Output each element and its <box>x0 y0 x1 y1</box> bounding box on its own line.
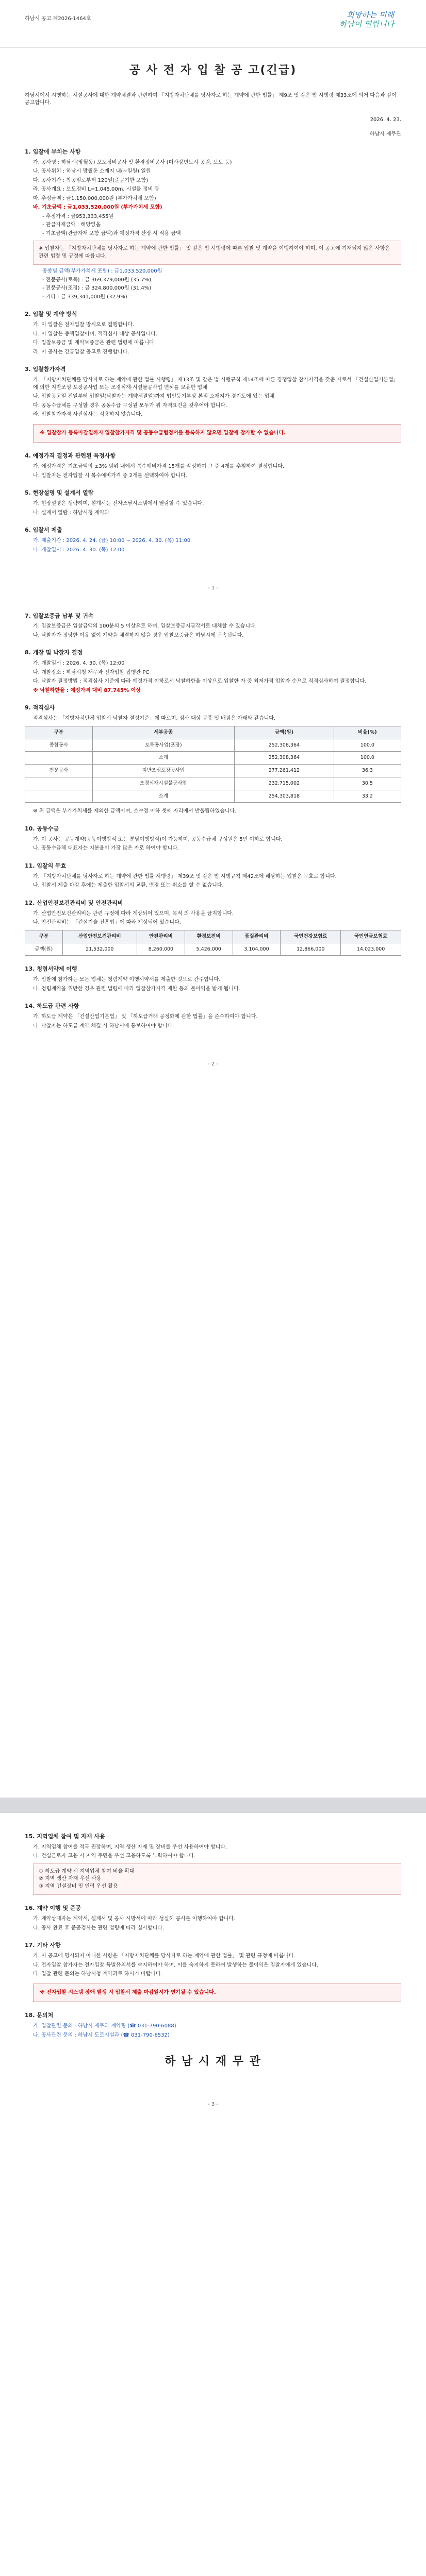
table-header: 국민건강보험료 <box>281 930 341 943</box>
s14-item: 나. 낙찰자는 하도급 계약 체결 시 하남시에 통보하여야 합니다. <box>33 1023 174 1029</box>
s10-item: 나. 공동수급체 대표자는 지분율이 가장 많은 자로 하여야 합니다. <box>33 845 179 852</box>
table-row <box>25 790 401 803</box>
s2-item: 나. 이 입찰은 총액입찰이며, 적격심사 대상 공사입니다. <box>33 331 158 337</box>
s7-item: 나. 낙찰자가 정당한 이유 없이 계약을 체결하지 않을 경우 입찰보증금은 하남시에 귀속됩니다. <box>33 632 244 638</box>
page-number: - 1 - <box>208 585 218 591</box>
s1-item: 다. 공사기간 : 착공일로부터 120일(준공기한 포함) <box>33 177 149 183</box>
s3-item: 가. 「지방자치단체를 당사자로 하는 계약에 관한 법률 시행령」 제13조 및 같은 법 시행규칙 제14조에 따른 경쟁입찰 참가자격을 갖춘 자로서 「건설산업기본법」에 의한 지반조성·포장공사업 또는 조경식재·시설물공사업 면허를 보유한 업체 <box>33 377 399 391</box>
table-header: 환경보전비 <box>185 930 233 943</box>
table-cell: 33.2 <box>334 790 401 803</box>
s17-item: 나. 전자입찰 참가자는 전자입찰 특별유의서를 숙지하여야 하며, 이를 숙지하지 못하여 발생하는 불이익은 입찰자에게 있습니다. <box>33 1962 319 1968</box>
s1-budget: - 기타 : 금 339,341,000원 (32.9%) <box>42 294 127 300</box>
s1-item: 나. 공사위치 : 하남시 망월동 소재지 내(~일원) 일원 <box>33 168 151 175</box>
section-11-title: 11. 입찰의 무효 <box>25 862 67 869</box>
section-15-title: 15. 지역업체 참여 및 자재 사용 <box>25 1833 105 1840</box>
safety-cost-table <box>25 930 401 956</box>
s18-item: 나. 공사관련 문의 : 하남시 도로시설과 (☎ 031-790-6532) <box>33 2032 170 2038</box>
s5-item: 나. 설계서 열람 : 하남시청 계약과 <box>33 510 110 516</box>
table-header: 비율(%) <box>334 726 401 739</box>
table-cell: 토목공사업(포장) <box>92 739 234 752</box>
table-header: 세부공종 <box>92 726 234 739</box>
s8-item: 나. 개찰장소 : 하남시청 재무과 전자입찰 집행관 PC <box>33 669 150 675</box>
notice-date: 2026. 4. 23. <box>370 116 401 123</box>
s6-item: 나. 개찰일시 : 2026. 4. 30. (목) 12:00 <box>33 547 125 553</box>
section-12-title: 12. 산업안전보건관리비 및 안전관리비 <box>25 899 123 906</box>
table-cell: 232,715,002 <box>234 777 334 790</box>
table-cell: 지반조성포장공사업 <box>92 765 234 777</box>
section-6-title: 6. 입찰서 제출 <box>25 527 62 534</box>
table-cell: 254,303,818 <box>234 790 334 803</box>
table-cell: 277,261,412 <box>234 765 334 777</box>
s15-box-line: ② 지역 생산 자재 우선 사용 <box>39 1876 102 1882</box>
s3-item: 나. 입찰공고일 전일부터 입찰일(낙찰자는 계약체결일)까지 법인등기부상 본점 소재지가 경기도에 있는 업체 <box>33 394 274 400</box>
table-header: 산업안전보건관리비 <box>62 930 137 943</box>
section-17-title: 17. 기타 사항 <box>25 1942 61 1949</box>
section-13-title: 13. 청렴서약제 이행 <box>25 965 77 973</box>
table-cell: 금액(원) <box>25 943 63 956</box>
s2-item: 다. 입찰보증금 및 계약보증금은 관련 법령에 따릅니다. <box>33 340 156 346</box>
table-cell: 12,866,000 <box>281 943 341 956</box>
table-cell: 30.5 <box>334 777 401 790</box>
table-row <box>25 739 401 752</box>
s1-item: 라. 공사개요 : 보도정비 L=1,045.00m, 시설물 정비 등 <box>33 187 160 193</box>
s1-budget: - 전문공사(조경) : 금 324,800,000원 (31.4%) <box>42 285 152 292</box>
s18-item: 가. 입찰관련 문의 : 하남시 재무과 계약팀 (☎ 031-790-6088) <box>33 2023 176 2029</box>
document-sheet-2 <box>0 1813 426 2576</box>
s7-item: 가. 입찰보증금은 입찰금액의 100분의 5 이상으로 하며, 입찰보증금지급각서로 대체할 수 있습니다. <box>33 623 257 630</box>
table-row <box>25 777 401 790</box>
s1-item: 가. 공사명 : 하남시(망월동) 보도정비공사 및 환경정비공사 (미사강변도시 공원, 보도 등) <box>33 159 232 165</box>
table-row <box>25 752 401 765</box>
s12-item: 가. 산업안전보건관리비는 관련 규정에 따라 계상되어 있으며, 목적 외 사용을 금지합니다. <box>33 910 234 917</box>
s16-item: 가. 계약상대자는 계약서, 설계서 및 공사 시방서에 따라 성실히 공사를 이행하여야 합니다. <box>33 1916 236 1922</box>
table-cell: 3,104,000 <box>233 943 281 956</box>
s1-budget: 공종별 금액(부가가치세 포함) : 금1,033,520,000원 <box>42 268 162 275</box>
s1-sub: - 추정가격 : 금953,333,455원 <box>42 213 114 219</box>
s16-item: 나. 공사 완료 후 준공검사는 관련 법령에 따라 실시합니다. <box>33 1925 164 1931</box>
table-cell: 조경식재시설물공사업 <box>92 777 234 790</box>
table-row <box>25 943 401 956</box>
table-cell: 252,308,364 <box>234 752 334 765</box>
section-1-title: 1. 입찰에 부치는 사항 <box>25 148 81 155</box>
s15-box-line: ① 하도급 계약 시 지역업체 참여 비율 확대 <box>39 1868 135 1874</box>
header-banner <box>0 0 426 48</box>
s15-box-line: ③ 지역 건설장비 및 인력 우선 활용 <box>39 1883 118 1889</box>
table-cell: 종합공사 <box>25 739 93 752</box>
s3-item: 라. 입찰참가자격 사전심사는 적용하지 않습니다. <box>33 412 143 418</box>
s1-item-base-amount: 바. 기초금액 : 금1,033,520,000원 (부가가치세 포함) <box>33 205 162 211</box>
notice-intro: 하남시에서 시행하는 시설공사에 대한 계약체결과 관련하여 「지방자치단체를 당사자로 하는 계약에 관한 법률」 제9조 및 같은 법 시행령 제33조에 의거 다음과 같이 공고합니다. <box>25 92 397 106</box>
qualification-table <box>25 726 401 803</box>
table-cell <box>25 777 93 790</box>
s8-threshold: ※ 낙찰하한율 : 예정가격 대비 87.745% 이상 <box>33 687 141 693</box>
table-cell: 소계 <box>92 752 234 765</box>
slogan-line-1: 희망하는 미래 <box>347 10 394 20</box>
table-header: 구분 <box>25 726 93 739</box>
table-cell: 100.0 <box>334 739 401 752</box>
s1-sub: - 관급자재금액 : 해당없음 <box>42 222 101 228</box>
section-18-title: 18. 문의처 <box>25 2012 54 2019</box>
table-cell: 100.0 <box>334 752 401 765</box>
s17-item: 가. 이 공고에 명시되지 아니한 사항은 「지방자치단체를 당사자로 하는 계약에 관한 법률」 및 관련 규정에 따릅니다. <box>33 1953 296 1959</box>
s17-item: 다. 입찰 관련 문의는 하남시청 계약과로 하시기 바랍니다. <box>33 1971 162 1977</box>
section-10-title: 10. 공동수급 <box>25 825 59 832</box>
page-number: - 2 - <box>208 1061 218 1067</box>
section-14-title: 14. 하도급 관련 사항 <box>25 1003 79 1010</box>
s15-box <box>33 1863 401 1895</box>
slogan-line-2: 하남이 열립니다 <box>339 20 394 29</box>
table-cell: 36.3 <box>334 765 401 777</box>
table-cell: 소계 <box>92 790 234 803</box>
page-divider <box>0 1798 426 1813</box>
s4-item: 가. 예정가격은 기초금액의 ±3% 범위 내에서 복수예비가격 15개를 작성하여 그 중 4개를 추첨하여 결정합니다. <box>33 464 285 470</box>
s15-item: 나. 건설근로자 고용 시 지역 주민을 우선 고용하도록 노력하여야 합니다. <box>33 1853 196 1859</box>
s3-item: 다. 공동수급체를 구성할 경우 공동수급 구성원 모두가 위 자격요건을 갖추어야 합니다. <box>33 402 227 409</box>
s6-item: 가. 제출기간 : 2026. 4. 24. (금) 10:00 ~ 2026. 4. 30. (목) 11:00 <box>33 538 191 544</box>
s4-item: 나. 입찰자는 전자입찰 시 복수예비가격 중 2개를 선택하여야 합니다. <box>33 472 187 479</box>
s1-budget: - 전문공사(토목) : 금 369,379,000원 (35.7%) <box>42 277 152 283</box>
office-notice-number: 하남시 공고 제2026-1464호 <box>25 16 91 22</box>
s9-footnote: ※ 위 금액은 부가가치세를 제외한 금액이며, 소수점 이하 셋째 자리에서 반올림하였습니다. <box>33 808 237 815</box>
s17-warning: ※ 전자입찰 시스템 장애 발생 시 입찰서 제출 마감일시가 연기될 수 있습니다. <box>33 1984 401 2003</box>
s14-item: 가. 하도급 계약은 「건설산업기본법」 및 「하도급거래 공정화에 관한 법률」을 준수하여야 합니다. <box>33 1014 258 1020</box>
s13-item: 가. 입찰에 참가하는 모든 업체는 청렴계약 이행서약서를 제출한 것으로 간주합니다. <box>33 977 221 983</box>
s8-item: 다. 낙찰자 결정방법 : 적격심사 기준에 따라 예정가격 이하로서 낙찰하한율 이상으로 입찰한 자 중 최저가격 입찰자 순으로 적격심사하여 결정합니다. <box>33 679 367 685</box>
s13-item: 나. 청렴계약을 위반한 경우 관련 법령에 따라 입찰참가자격 제한 등의 불이익을 받게 됩니다. <box>33 986 240 992</box>
table-header: 금액(원) <box>234 726 334 739</box>
table-header: 구분 <box>25 930 63 943</box>
table-cell: 14,023,000 <box>341 943 401 956</box>
s2-item: 가. 이 입찰은 전자입찰 방식으로 집행합니다. <box>33 322 135 328</box>
table-cell: 21,532,000 <box>62 943 137 956</box>
s1-item: 마. 추정금액 : 금1,150,000,000원 (부가가치세 포함) <box>33 195 156 201</box>
table-header: 국민연금보험료 <box>341 930 401 943</box>
s1-sub: - 기초금액(관급자재 포함 금액)과 예정가격 산정 시 적용 금액 <box>42 230 181 236</box>
section-5-title: 5. 현장설명 및 설계서 열람 <box>25 489 94 497</box>
s3-warning: ※ 입찰참가 등록마감일까지 입찰참가자격 및 공동수급협정서를 등록하지 않으면 입찰에 참가할 수 없습니다. <box>33 424 401 443</box>
closing-signature: 하 남 시 재 무 관 <box>165 2055 261 2069</box>
section-9-title: 9. 적격심사 <box>25 704 55 711</box>
s2-item: 라. 이 공사는 긴급입찰 공고로 진행합니다. <box>33 349 129 355</box>
section-16-title: 16. 계약 이행 및 준공 <box>25 1905 81 1912</box>
table-cell: 전문공사 <box>25 765 93 777</box>
section-4-title: 4. 예정가격 결정과 관련된 특정사항 <box>25 452 116 460</box>
table-cell: 8,260,000 <box>137 943 185 956</box>
section-8-title: 8. 개찰 및 낙찰자 결정 <box>25 649 83 656</box>
s8-item: 가. 개찰일시 : 2026. 4. 30. (목) 12:00 <box>33 660 125 667</box>
notice-title: 공 사 전 자 입 찰 공 고(긴급) <box>129 64 297 77</box>
table-cell <box>25 752 93 765</box>
table-header: 품질관리비 <box>233 930 281 943</box>
s5-item: 가. 현장설명은 생략하며, 설계서는 전자조달시스템에서 열람할 수 있습니다. <box>33 501 204 507</box>
s11-item: 나. 입찰서 제출 마감 후에는 제출한 입찰서의 교환, 변경 또는 취소를 할 수 없습니다. <box>33 883 224 889</box>
page-number: - 3 - <box>208 2102 218 2108</box>
table-cell <box>25 790 93 803</box>
table-cell: 5,426,000 <box>185 943 233 956</box>
city-slogan <box>339 10 394 29</box>
s11-item: 가. 「지방자치단체를 당사자로 하는 계약에 관한 법률 시행령」 제39조 및 같은 법 시행규칙 제42조에 해당하는 입찰은 무효로 합니다. <box>33 873 337 879</box>
section-7-title: 7. 입찰보증금 납부 및 귀속 <box>25 612 94 619</box>
s1-note: ※ 입찰자는 「지방자치단체를 당사자로 하는 계약에 관한 법률」 및 같은 법 시행령에 따른 입찰 및 계약을 이행하여야 하며, 이 공고에 기재되지 않은 사항은 관련 법령 및 규정에 따릅니다. <box>33 241 401 265</box>
s15-item: 가. 지역업체 참여를 적극 권장하며, 지역 생산 자재 및 장비를 우선 사용하여야 합니다. <box>33 1844 227 1850</box>
section-3-title: 3. 입찰참가자격 <box>25 366 66 373</box>
table-row <box>25 765 401 777</box>
s12-item: 나. 안전관리비는 「건설기술 진흥법」에 따라 계상되어 있습니다. <box>33 920 181 926</box>
s10-item: 가. 이 공사는 공동계약(공동이행방식 또는 분담이행방식)이 가능하며, 공동수급체 구성원은 5인 이하로 합니다. <box>33 836 283 842</box>
s9-intro: 적격심사는 「지방자치단체 입찰시 낙찰자 결정기준」에 따르며, 심사 대상 공종 및 배점은 아래와 같습니다. <box>33 716 276 722</box>
notice-issuer: 하남시 재무관 <box>369 131 401 138</box>
table-cell: 252,308,364 <box>234 739 334 752</box>
section-2-title: 2. 입찰 및 계약 방식 <box>25 311 77 318</box>
table-header: 안전관리비 <box>137 930 185 943</box>
